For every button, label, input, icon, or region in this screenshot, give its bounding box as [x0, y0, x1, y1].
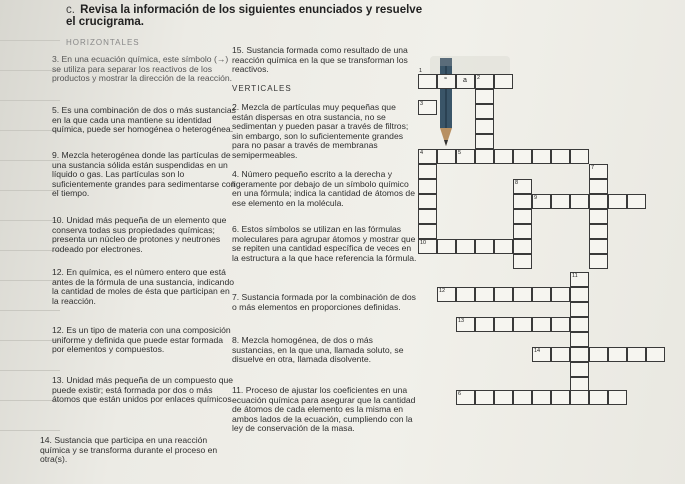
- notebook-line: [0, 70, 60, 71]
- crossword-cell[interactable]: [475, 89, 494, 104]
- clue-v2: 2. Mezcla de partículas muy pequeñas que están dispersas en otra sustancia, no se sedimentan y pueden pasar a través de filtros; sin embargo, son lo suficientemente grandes para no pasar a través de membranas semipermeables.: [232, 102, 409, 160]
- cell-number: 1: [419, 68, 423, 74]
- notebook-line: [0, 430, 60, 431]
- notebook-line: [0, 340, 60, 341]
- crossword-cell[interactable]: [570, 390, 589, 405]
- crossword-cell[interactable]: [437, 74, 456, 89]
- crossword-cell[interactable]: [589, 209, 608, 224]
- crossword-cell[interactable]: [532, 287, 551, 302]
- notebook-line: [0, 370, 60, 371]
- crossword-cell[interactable]: [570, 194, 589, 209]
- crossword-cell[interactable]: [475, 119, 494, 134]
- crossword-cell[interactable]: [570, 287, 589, 302]
- crossword-cell[interactable]: [551, 317, 570, 332]
- crossword-cell[interactable]: [570, 317, 589, 332]
- crossword-cell[interactable]: [551, 194, 570, 209]
- pencil-drawing: [437, 58, 455, 148]
- clue-h15: 15. Sustancia formada como resultado de una reacción química en la que se transforman los reactivos.: [232, 45, 408, 75]
- crossword-cell[interactable]: [456, 317, 475, 332]
- crossword-cell[interactable]: [608, 347, 627, 362]
- crossword-cell[interactable]: [475, 239, 494, 254]
- crossword-cell[interactable]: [456, 149, 475, 164]
- clue-h12a: 12. En química, es el número entero que está antes de la fórmula de una sustancia, indicando la cantidad de moles de ésta que participan en la reacción.: [52, 267, 235, 306]
- crossword-cell[interactable]: [589, 239, 608, 254]
- crossword-cell[interactable]: [627, 347, 646, 362]
- crossword-cell[interactable]: [532, 317, 551, 332]
- notebook-line: [0, 190, 60, 191]
- crossword-cell[interactable]: [418, 164, 437, 179]
- notebook-line: [0, 250, 60, 251]
- crossword-cell[interactable]: [589, 347, 608, 362]
- cell-letter: a: [463, 77, 467, 84]
- crossword-cell[interactable]: [513, 194, 532, 209]
- crossword-cell[interactable]: [418, 179, 437, 194]
- crossword-cell[interactable]: [513, 390, 532, 405]
- crossword-cell[interactable]: [437, 287, 456, 302]
- crossword-cell[interactable]: [494, 149, 513, 164]
- crossword-cell[interactable]: [551, 390, 570, 405]
- cell-number: 4: [420, 150, 424, 156]
- crossword-cell[interactable]: [513, 287, 532, 302]
- crossword-cell[interactable]: [437, 149, 456, 164]
- crossword-cell[interactable]: [570, 362, 589, 377]
- cell-number: 10: [420, 240, 427, 246]
- crossword-cell[interactable]: [589, 254, 608, 269]
- clue-h12b: 12. Es un tipo de materia con una composición uniforme y definida que puede estar formada por elementos y compuestos.: [52, 325, 231, 355]
- cell-mark: ≈: [444, 76, 448, 82]
- cell-number: 7: [591, 165, 595, 171]
- crossword-cell[interactable]: [532, 390, 551, 405]
- crossword-cell[interactable]: [456, 74, 475, 89]
- crossword-cell[interactable]: [608, 390, 627, 405]
- clue-v11: 11. Proceso de ajustar los coeficientes en una ecuación química para asegurar que la cantidad de átomos de cada elemento es la misma en ambos lados de la ecuación, cumpliendo con la ley de conservación de la masa.: [232, 385, 416, 434]
- crossword-cell[interactable]: [570, 272, 589, 287]
- crossword-cell[interactable]: [418, 149, 437, 164]
- crossword-cell[interactable]: [513, 209, 532, 224]
- crossword-cell[interactable]: [456, 390, 475, 405]
- crossword-cell[interactable]: [418, 194, 437, 209]
- horizontales-title: HORIZONTALES: [66, 38, 140, 47]
- crossword-cell[interactable]: [418, 239, 437, 254]
- crossword-cell[interactable]: [513, 254, 532, 269]
- crossword-cell[interactable]: [418, 209, 437, 224]
- crossword-cell[interactable]: [456, 239, 475, 254]
- crossword-cell[interactable]: [456, 287, 475, 302]
- crossword-cell[interactable]: [589, 194, 608, 209]
- crossword-cell[interactable]: [475, 149, 494, 164]
- cell-number: 2: [477, 75, 481, 81]
- clue-v4: 4. Número pequeño escrito a la derecha y ligeramente por debajo de un símbolo químico en una fórmula; indica la cantidad de átomos de ese elemento en la molécula.: [232, 169, 415, 208]
- verticales-title: VERTICALES: [232, 84, 292, 93]
- cell-number: 6: [458, 391, 462, 397]
- crossword-cell[interactable]: [475, 317, 494, 332]
- crossword-cell[interactable]: [532, 347, 551, 362]
- crossword-cell[interactable]: [646, 347, 665, 362]
- clue-v6: 6. Estos símbolos se utilizan en las fórmulas moleculares para agrupar átomos y mostrar que se repiten una cantidad específica de veces en la estructura a la que hace referencia la fórmula.: [232, 224, 417, 263]
- notebook-line: [0, 310, 60, 311]
- crossword-cell[interactable]: [494, 317, 513, 332]
- crossword-cell[interactable]: [627, 194, 646, 209]
- crossword-cell[interactable]: [551, 149, 570, 164]
- crossword-cell[interactable]: [513, 149, 532, 164]
- crossword-cell[interactable]: [475, 134, 494, 149]
- crossword-cell[interactable]: [437, 239, 456, 254]
- instruction-text: Revisa la información de los siguientes enunciados y resuelve el crucigrama.: [66, 4, 423, 28]
- cell-number: 3: [420, 101, 424, 107]
- instruction-number: c.: [66, 4, 75, 16]
- crossword-cell[interactable]: [551, 287, 570, 302]
- clue-v7: 7. Sustancia formada por la combinación de dos o más elementos en proporciones definidas.: [232, 292, 416, 312]
- crossword-cell[interactable]: [475, 287, 494, 302]
- clue-h9: 9. Mezcla heterogénea donde las partículas de una sustancia sólida están suspendidas en un líquido o gas. Las partículas son lo suficientemente grandes para sedimentarse con el tiempo.: [52, 150, 236, 199]
- clue-v8: 8. Mezcla homogénea, de dos o más sustancias, en la que una, llamada soluto, se disuelve en otra, llamada disolvente.: [232, 335, 404, 365]
- cell-number: 13: [458, 318, 465, 324]
- notebook-line: [0, 280, 60, 281]
- crossword-cell[interactable]: [570, 149, 589, 164]
- crossword-cell[interactable]: [589, 390, 608, 405]
- crossword-cell[interactable]: [494, 74, 513, 89]
- notebook-line: [0, 220, 60, 221]
- crossword-cell[interactable]: [589, 164, 608, 179]
- crossword-cell[interactable]: [494, 239, 513, 254]
- crossword-cell[interactable]: [513, 179, 532, 194]
- crossword-cell[interactable]: [532, 149, 551, 164]
- crossword-cell[interactable]: [589, 224, 608, 239]
- clue-h3: 3. En una ecuación química, este símbolo (→) se utiliza para separar los reactivos de los productos y mostrar la dirección de la reacción.: [52, 54, 233, 84]
- crossword-cell[interactable]: [608, 194, 627, 209]
- cell-number: 11: [572, 273, 578, 279]
- crossword-cell[interactable]: [513, 224, 532, 239]
- crossword-cell[interactable]: [418, 224, 437, 239]
- crossword-cell[interactable]: [570, 332, 589, 347]
- crossword-cell[interactable]: [475, 104, 494, 119]
- crossword-cell[interactable]: [475, 390, 494, 405]
- crossword-cell[interactable]: [570, 347, 589, 362]
- crossword-cell[interactable]: [418, 100, 437, 115]
- notebook-line: [0, 160, 60, 161]
- crossword-cell[interactable]: [589, 179, 608, 194]
- crossword-cell[interactable]: [570, 302, 589, 317]
- clue-h14: 14. Sustancia que participa en una reacción química y se transforma durante el proceso en otra(s).: [40, 435, 218, 465]
- crossword-cell[interactable]: [532, 194, 551, 209]
- crossword-cell[interactable]: [513, 317, 532, 332]
- notebook-line: [0, 40, 60, 41]
- crossword-cell[interactable]: [494, 287, 513, 302]
- crossword-cell[interactable]: [551, 347, 570, 362]
- cell-number: 9: [534, 195, 538, 201]
- crossword-cell[interactable]: [475, 74, 494, 89]
- cell-number: 12: [439, 288, 446, 294]
- clue-h10: 10. Unidad más pequeña de un elemento que conserva todas sus propiedades químicas; presenta un núcleo de protones y neutrones rodeado por electrones.: [52, 215, 227, 254]
- crossword-cell[interactable]: [494, 390, 513, 405]
- cell-number: 8: [515, 180, 519, 186]
- clue-h5: 5. Es una combinación de dos o más sustancias en la que cada una mantiene su identidad química, puede ser homogénea o heterogénea.: [52, 105, 236, 135]
- notebook-line: [0, 100, 60, 101]
- notebook-line: [0, 400, 60, 401]
- cell-number: 5: [458, 150, 462, 156]
- instruction-heading: [66, 4, 426, 28]
- notebook-line: [0, 130, 60, 131]
- crossword-cell[interactable]: [418, 74, 437, 89]
- clue-h13: 13. Unidad más pequeña de un compuesto que puede existir; está formada por dos o más átomos que están unidos por enlaces químicos.: [52, 375, 235, 405]
- cell-number: 14: [534, 348, 541, 354]
- crossword-cell[interactable]: [513, 239, 532, 254]
